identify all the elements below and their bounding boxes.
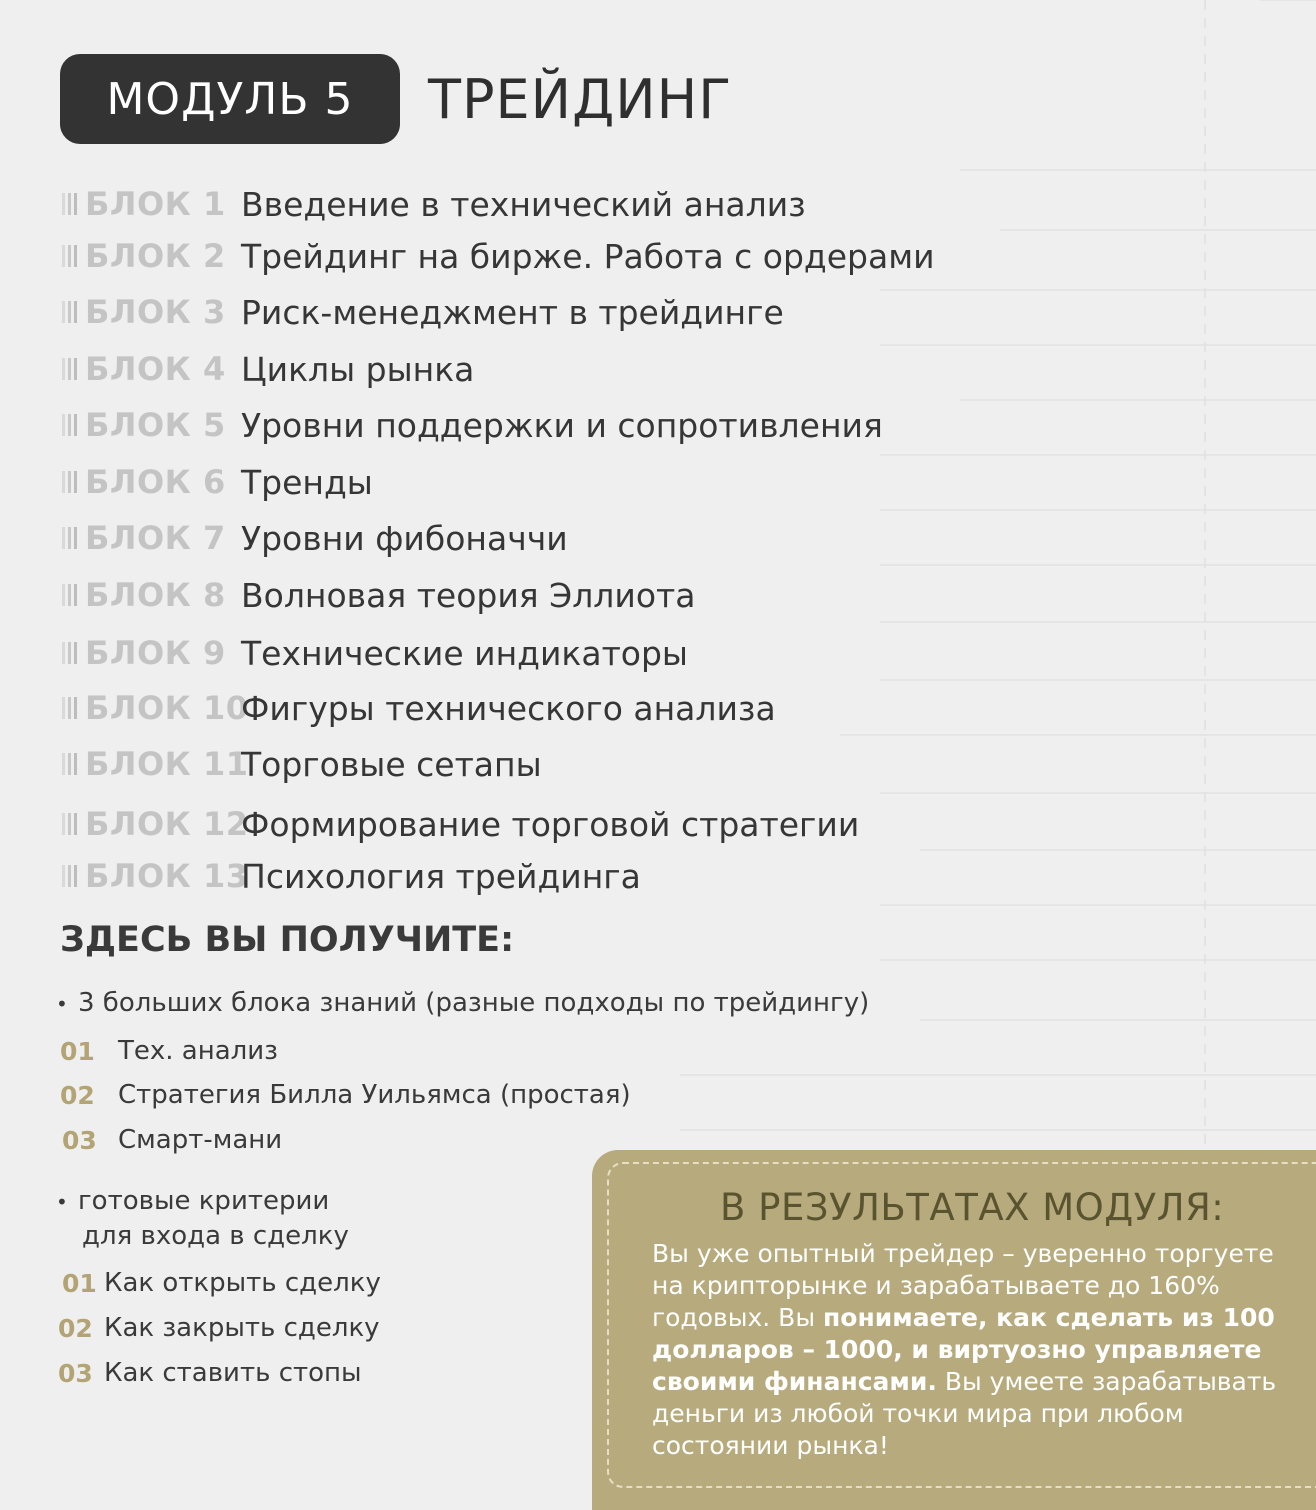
block-row — [62, 182, 806, 226]
block-row — [62, 802, 859, 846]
block-title: Трейдинг на бирже. Работа с ордерами — [241, 236, 935, 276]
block-title: Формирование торговой стратегии — [241, 804, 860, 844]
block-label: БЛОК 9 — [85, 634, 226, 672]
block-row — [62, 460, 373, 504]
benefit-bullet-text-cont: для входа в сделку — [82, 1220, 349, 1251]
result-text-part1: Вы уже опытный трейдер – уверенно торгуете на крипторынке и зарабатываете до 160% годовых. Вы — [652, 1239, 1274, 1332]
bars-icon — [62, 193, 77, 215]
list-number: 03 — [58, 1358, 93, 1388]
bars-icon — [62, 753, 77, 775]
block-label: БЛОК 3 — [85, 293, 226, 331]
bars-icon — [62, 584, 77, 606]
bars-icon — [62, 865, 77, 887]
bars-icon — [62, 471, 77, 493]
bullet-dot-icon: • — [56, 1189, 68, 1214]
block-title: Введение в технический анализ — [241, 184, 806, 224]
list-number: 02 — [60, 1080, 95, 1110]
block-row — [62, 234, 935, 278]
list-number: 01 — [60, 1036, 95, 1066]
benefit-bullet-text: 3 больших блока знаний (разные подходы по трейдингу) — [78, 988, 870, 1018]
list-item — [60, 1036, 278, 1066]
result-title: В РЕЗУЛЬТАТАХ МОДУЛЯ: — [720, 1186, 1225, 1229]
block-title: Технические индикаторы — [241, 633, 688, 673]
block-row — [62, 631, 688, 675]
benefit-bullet — [56, 1184, 349, 1253]
benefit-bullet-text: готовые критерии — [78, 1186, 330, 1216]
block-label: БЛОК 8 — [85, 576, 226, 614]
list-number: 03 — [62, 1125, 97, 1155]
list-item — [62, 1125, 282, 1155]
list-item — [58, 1358, 362, 1388]
bars-icon — [62, 642, 77, 664]
bars-icon — [62, 813, 77, 835]
module-title: ТРЕЙДИНГ — [428, 67, 733, 131]
list-item — [62, 1268, 381, 1298]
block-label: БЛОК 13 — [85, 857, 249, 895]
list-text: Смарт-мани — [118, 1125, 283, 1155]
list-text: Тех. анализ — [118, 1036, 278, 1066]
list-number: 02 — [58, 1313, 93, 1343]
block-row — [62, 686, 776, 730]
block-label: БЛОК 6 — [85, 463, 226, 501]
list-text: Как ставить стопы — [104, 1358, 362, 1388]
list-number: 01 — [62, 1268, 97, 1298]
result-text-part2: Вы умеете зарабатывать деньги из любой точки мира при любом состоянии рынка! — [652, 1367, 1277, 1460]
block-label: БЛОК 7 — [85, 519, 226, 557]
block-label: БЛОК 12 — [85, 805, 249, 843]
bars-icon — [62, 697, 77, 719]
block-title: Волновая теория Эллиота — [241, 575, 696, 615]
block-label: БЛОК 11 — [85, 745, 249, 783]
result-text-bold: понимаете, как сделать из 100 долларов – 1000, и виртуозно управляете своими финансами. — [652, 1303, 1275, 1396]
list-text: Стратегия Билла Уильямса (простая) — [118, 1080, 631, 1110]
block-title: Уровни поддержки и сопротивления — [241, 405, 883, 445]
block-label: БЛОК 4 — [85, 350, 226, 388]
block-row — [62, 573, 695, 617]
block-title: Фигуры технического анализа — [241, 688, 776, 728]
block-row — [62, 347, 474, 391]
result-text — [652, 1238, 1292, 1462]
list-item — [60, 1080, 631, 1110]
block-label: БЛОК 2 — [85, 237, 226, 275]
blocks-list — [62, 0, 1062, 900]
module-badge: МОДУЛЬ 5 — [60, 54, 400, 144]
block-row — [62, 290, 784, 334]
block-title: Уровни фибоначчи — [241, 518, 568, 558]
bars-icon — [62, 358, 77, 380]
block-row — [62, 516, 568, 560]
block-title: Циклы рынка — [241, 349, 475, 389]
block-row — [62, 742, 542, 786]
list-text: Как закрыть сделку — [104, 1313, 380, 1343]
benefit-bullet — [56, 986, 869, 1021]
block-row — [62, 854, 641, 898]
bars-icon — [62, 301, 77, 323]
list-text: Как открыть сделку — [104, 1268, 381, 1298]
bullet-dot-icon: • — [56, 991, 68, 1016]
bars-icon — [62, 527, 77, 549]
block-title: Тренды — [241, 462, 373, 502]
benefits-title: ЗДЕСЬ ВЫ ПОЛУЧИТЕ: — [60, 920, 515, 960]
block-title: Психология трейдинга — [241, 856, 641, 896]
block-row — [62, 403, 883, 447]
block-label: БЛОК 10 — [85, 689, 249, 727]
list-item — [58, 1313, 380, 1343]
block-title: Торговые сетапы — [241, 744, 542, 784]
block-label: БЛОК 5 — [85, 406, 226, 444]
block-label: БЛОК 1 — [85, 185, 226, 223]
block-title: Риск-менеджмент в трейдинге — [241, 292, 784, 332]
bars-icon — [62, 245, 77, 267]
bars-icon — [62, 414, 77, 436]
